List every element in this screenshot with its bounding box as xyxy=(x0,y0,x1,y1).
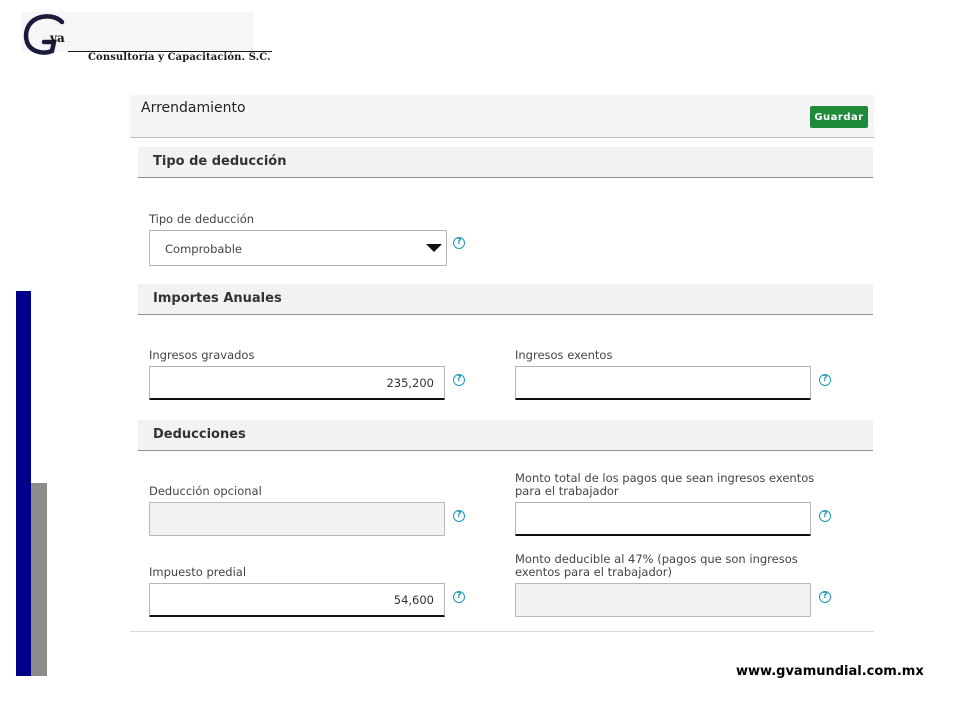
help-icon[interactable]: ? xyxy=(453,237,465,249)
help-icon[interactable]: ? xyxy=(819,591,831,603)
deduccion-opcional-label: Deducción opcional xyxy=(149,484,262,498)
ingresos-exentos-input[interactable] xyxy=(515,366,811,400)
decorative-bar-blue xyxy=(16,291,31,676)
save-button[interactable]: Guardar xyxy=(810,106,868,128)
deduccion-opcional-input xyxy=(149,502,445,536)
tipo-deduccion-label: Tipo de deducción xyxy=(149,212,255,226)
arrendamiento-form xyxy=(130,95,874,632)
decorative-bar-gray xyxy=(31,483,47,676)
section-deducciones xyxy=(138,420,873,451)
impuesto-predial-label: Impuesto predial xyxy=(149,565,247,579)
section-tipo-deduccion xyxy=(138,147,873,178)
monto-deducible-input xyxy=(515,583,811,617)
form-title: Arrendamiento xyxy=(141,100,246,116)
ingresos-exentos-label: Ingresos exentos xyxy=(515,348,613,362)
form-header xyxy=(130,95,874,138)
impuesto-predial-input[interactable]: 54,600 xyxy=(149,583,445,617)
help-icon[interactable]: ? xyxy=(453,591,465,603)
monto-total-input[interactable] xyxy=(515,502,811,536)
chevron-down-icon xyxy=(426,244,442,252)
company-name: Consultoría y Capacitación. S.C. xyxy=(88,52,271,63)
section-importes-anuales xyxy=(138,284,873,315)
tipo-deduccion-value: Comprobable xyxy=(165,242,242,256)
help-icon[interactable]: ? xyxy=(453,374,465,386)
help-icon[interactable]: ? xyxy=(819,374,831,386)
footer-website-url: www.gvamundial.com.mx xyxy=(736,664,924,679)
monto-total-label: Monto total de los pagos que sean ingresos exentos para el trabajador xyxy=(515,471,815,498)
ingresos-gravados-input[interactable]: 235,200 xyxy=(149,366,445,400)
logo-mark-small: va xyxy=(50,31,65,45)
logo-mark xyxy=(18,12,98,60)
company-logo xyxy=(18,12,271,63)
monto-deducible-label: Monto deducible al 47% (pagos que son ingresos exentos para el trabajador) xyxy=(515,552,798,579)
section-title-importes: Importes Anuales xyxy=(153,291,282,306)
ingresos-gravados-label: Ingresos gravados xyxy=(149,348,255,362)
help-icon[interactable]: ? xyxy=(453,510,465,522)
help-icon[interactable]: ? xyxy=(819,510,831,522)
section-title-tipo: Tipo de deducción xyxy=(153,154,287,169)
section-title-deducciones: Deducciones xyxy=(153,427,246,442)
tipo-deduccion-select[interactable] xyxy=(149,230,447,266)
